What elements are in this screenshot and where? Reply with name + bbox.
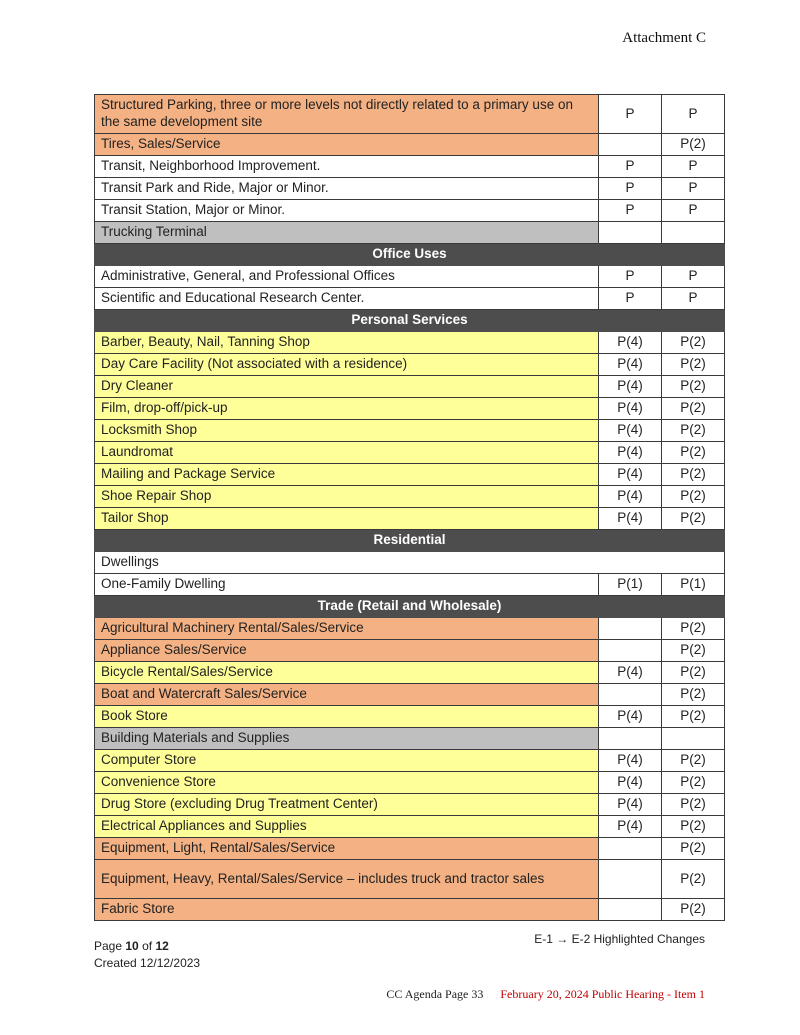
- use-name: Administrative, General, and Professional Offices: [95, 266, 599, 288]
- zone-e2-value: [662, 222, 725, 244]
- zone-e2-value: P(2): [662, 376, 725, 398]
- zone-e2-value: P(2): [662, 794, 725, 816]
- zone-e1-value: P: [599, 178, 662, 200]
- use-name: Bicycle Rental/Sales/Service: [95, 662, 599, 684]
- section-header-row: [95, 530, 725, 552]
- use-name: Barber, Beauty, Nail, Tanning Shop: [95, 332, 599, 354]
- zone-e1-value: P(4): [599, 376, 662, 398]
- zone-e1-value: P(4): [599, 420, 662, 442]
- zone-e2-value: [662, 728, 725, 750]
- zone-e1-value: [599, 684, 662, 706]
- section-header-row: [95, 310, 725, 332]
- land-use-table-body: [95, 95, 725, 921]
- zone-e2-value: P: [662, 288, 725, 310]
- zone-e1-value: P(4): [599, 398, 662, 420]
- zone-e2-value: P(2): [662, 750, 725, 772]
- use-name: Electrical Appliances and Supplies: [95, 816, 599, 838]
- zone-e1-value: P(4): [599, 332, 662, 354]
- table-row: [95, 794, 725, 816]
- table-row: [95, 706, 725, 728]
- use-name: Structured Parking, three or more levels not directly related to a primary use on the same development site: [95, 95, 599, 134]
- use-name: Book Store: [95, 706, 599, 728]
- table-row: [95, 200, 725, 222]
- zone-e2-value: P: [662, 178, 725, 200]
- subsection-label: Dwellings: [95, 552, 725, 574]
- public-hearing-label: February 20, 2024 Public Hearing - Item 1: [500, 987, 705, 1001]
- use-name: Equipment, Heavy, Rental/Sales/Service – includes truck and tractor sales: [95, 860, 599, 899]
- zone-e2-value: P(2): [662, 662, 725, 684]
- use-name: Convenience Store: [95, 772, 599, 794]
- zone-e2-value: P(2): [662, 772, 725, 794]
- zone-e2-value: P(2): [662, 640, 725, 662]
- zone-e2-value: P(2): [662, 684, 725, 706]
- section-header: Office Uses: [95, 244, 725, 266]
- zone-e2-value: P(2): [662, 899, 725, 921]
- section-header: Personal Services: [95, 310, 725, 332]
- zone-e2-value: P: [662, 266, 725, 288]
- zone-e1-value: P(4): [599, 464, 662, 486]
- zone-e1-value: P: [599, 156, 662, 178]
- use-name: Dry Cleaner: [95, 376, 599, 398]
- table-row: [95, 684, 725, 706]
- use-name: Tailor Shop: [95, 508, 599, 530]
- use-name: Transit Station, Major or Minor.: [95, 200, 599, 222]
- table-row: [95, 288, 725, 310]
- zone-e2-value: P(2): [662, 442, 725, 464]
- zone-e1-value: P(4): [599, 794, 662, 816]
- use-name: Drug Store (excluding Drug Treatment Center): [95, 794, 599, 816]
- table-row: [95, 486, 725, 508]
- zone-e2-value: P(2): [662, 706, 725, 728]
- table-row: [95, 376, 725, 398]
- table-row: [95, 750, 725, 772]
- table-row: [95, 618, 725, 640]
- zone-e1-value: [599, 618, 662, 640]
- zone-e1-value: P(4): [599, 706, 662, 728]
- section-header-row: [95, 596, 725, 618]
- zone-e2-value: P(2): [662, 816, 725, 838]
- zone-e2-value: P(2): [662, 508, 725, 530]
- table-row: [95, 464, 725, 486]
- use-name: Laundromat: [95, 442, 599, 464]
- use-name: Mailing and Package Service: [95, 464, 599, 486]
- use-name: Transit Park and Ride, Major or Minor.: [95, 178, 599, 200]
- section-header: Residential: [95, 530, 725, 552]
- agenda-footer: [386, 987, 705, 1002]
- table-row: [95, 266, 725, 288]
- table-row: [95, 354, 725, 376]
- zone-e1-value: P(4): [599, 508, 662, 530]
- use-name: Scientific and Educational Research Center.: [95, 288, 599, 310]
- land-use-table: [94, 94, 725, 921]
- table-row: [95, 398, 725, 420]
- zone-e1-value: P: [599, 200, 662, 222]
- zone-e1-value: P: [599, 95, 662, 134]
- use-name: Building Materials and Supplies: [95, 728, 599, 750]
- zone-e1-value: [599, 899, 662, 921]
- zone-e1-value: P(4): [599, 486, 662, 508]
- use-name: Equipment, Light, Rental/Sales/Service: [95, 838, 599, 860]
- use-name: One-Family Dwelling: [95, 574, 599, 596]
- use-name: Shoe Repair Shop: [95, 486, 599, 508]
- attachment-label: Attachment C: [622, 30, 706, 46]
- table-row: [95, 860, 725, 899]
- zone-e2-value: P(2): [662, 420, 725, 442]
- use-name: Tires, Sales/Service: [95, 134, 599, 156]
- table-row: [95, 508, 725, 530]
- table-row: [95, 574, 725, 596]
- use-name: Boat and Watercraft Sales/Service: [95, 684, 599, 706]
- zone-e1-value: P(4): [599, 442, 662, 464]
- use-name: Computer Store: [95, 750, 599, 772]
- zone-e1-value: [599, 728, 662, 750]
- section-header-row: [95, 244, 725, 266]
- table-row: [95, 640, 725, 662]
- zone-e2-value: P: [662, 95, 725, 134]
- zone-e2-value: P(1): [662, 574, 725, 596]
- use-name: Locksmith Shop: [95, 420, 599, 442]
- zone-e1-value: [599, 838, 662, 860]
- page-footer: [94, 938, 200, 973]
- table-row: [95, 95, 725, 134]
- zone-e2-value: P(2): [662, 134, 725, 156]
- zone-e2-value: P(2): [662, 332, 725, 354]
- zone-e1-value: P: [599, 266, 662, 288]
- table-row: [95, 662, 725, 684]
- zone-e2-value: P(2): [662, 354, 725, 376]
- zone-e1-value: [599, 640, 662, 662]
- zone-e2-value: P(2): [662, 398, 725, 420]
- table-row: [95, 728, 725, 750]
- table-row: [95, 816, 725, 838]
- zone-e1-value: [599, 134, 662, 156]
- use-name: Transit, Neighborhood Improvement.: [95, 156, 599, 178]
- subsection-row: [95, 552, 725, 574]
- table-row: [95, 772, 725, 794]
- section-header: Trade (Retail and Wholesale): [95, 596, 725, 618]
- zone-e1-value: P(1): [599, 574, 662, 596]
- use-name: Trucking Terminal: [95, 222, 599, 244]
- use-name: Film, drop-off/pick-up: [95, 398, 599, 420]
- table-row: [95, 222, 725, 244]
- zone-e2-value: P(2): [662, 860, 725, 899]
- use-name: Agricultural Machinery Rental/Sales/Service: [95, 618, 599, 640]
- table-row: [95, 134, 725, 156]
- zone-e1-value: [599, 860, 662, 899]
- zone-e2-value: P: [662, 156, 725, 178]
- agenda-page: CC Agenda Page 33: [386, 987, 484, 1001]
- table-row: [95, 838, 725, 860]
- zone-e1-value: P(4): [599, 750, 662, 772]
- use-name: Day Care Facility (Not associated with a residence): [95, 354, 599, 376]
- zone-e2-value: P(2): [662, 618, 725, 640]
- created-date: Created 12/12/2023: [94, 956, 201, 971]
- zone-e2-value: P(2): [662, 486, 725, 508]
- table-row: [95, 178, 725, 200]
- use-name: Appliance Sales/Service: [95, 640, 599, 662]
- table-row: [95, 332, 725, 354]
- highlighted-changes-note: E-1 → E-2 Highlighted Changes: [534, 932, 705, 946]
- table-row: [95, 442, 725, 464]
- zone-e1-value: [599, 222, 662, 244]
- zone-e2-value: P: [662, 200, 725, 222]
- table-row: [95, 899, 725, 921]
- zone-e1-value: P(4): [599, 354, 662, 376]
- page-number: Page 10 of 12: [94, 939, 169, 953]
- table-row: [95, 156, 725, 178]
- zone-e1-value: P(4): [599, 662, 662, 684]
- zone-e1-value: P(4): [599, 816, 662, 838]
- zone-e1-value: P: [599, 288, 662, 310]
- zone-e2-value: P(2): [662, 464, 725, 486]
- use-name: Fabric Store: [95, 899, 599, 921]
- zone-e2-value: P(2): [662, 838, 725, 860]
- zone-e1-value: P(4): [599, 772, 662, 794]
- table-row: [95, 420, 725, 442]
